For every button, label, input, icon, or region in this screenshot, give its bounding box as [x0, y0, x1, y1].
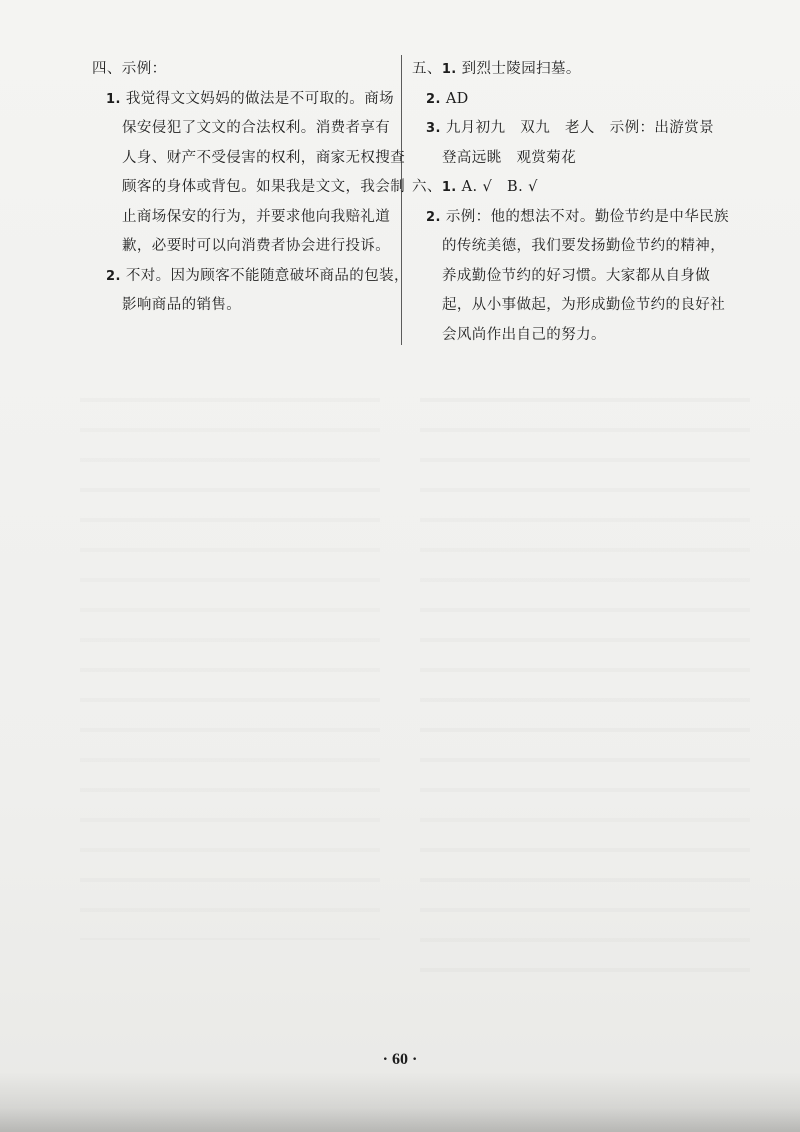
- section-4-heading: 四、示例：: [92, 61, 167, 77]
- answer-text: A. √ B. √: [461, 179, 538, 195]
- answer-text: 我觉得文文妈妈的做法是不可取的。商场: [125, 90, 395, 107]
- answer-5-2: [412, 85, 732, 115]
- page-number: · 60 ·: [382, 1051, 418, 1068]
- answer-6-2-line-2: 的传统美德，我们要发扬勤俭节约的精神，: [442, 238, 726, 254]
- question-number: 2.: [426, 91, 441, 107]
- answer-text: AD: [445, 90, 469, 107]
- answer-6-2-line-1: [412, 203, 732, 233]
- section-6-heading: 六、: [412, 179, 442, 195]
- question-number: 2.: [426, 209, 441, 225]
- show-through-texture-left: [80, 380, 380, 940]
- question-number: 1.: [441, 62, 457, 77]
- answer-4-1-line-1: [92, 85, 395, 115]
- question-number: 1.: [441, 180, 457, 195]
- answer-4-2-line-2: 影响商品的销售。: [122, 297, 242, 313]
- answer-5-3-line-2: 登高远眺 观赏菊花: [442, 149, 577, 166]
- answer-5-1: [412, 55, 732, 85]
- answer-text: 不对。因为顾客不能随意破坏商品的包装，: [125, 267, 409, 284]
- scan-bottom-shadow: [0, 1072, 800, 1132]
- answer-text: 示例：他的想法不对。勤俭节约是中华民族: [445, 208, 729, 225]
- answer-6-2-line-5: 会风尚作出自己的努力。: [442, 326, 606, 343]
- section-5-heading: 五、: [412, 61, 442, 77]
- answer-4-1-line-5: 止商场保安的行为，并要求他向我赔礼道: [122, 208, 391, 225]
- question-number: 3.: [426, 121, 441, 136]
- answer-text: 九月初九 双九 老人 示例：出游赏景: [445, 120, 715, 136]
- answer-4-2-line-1: [92, 262, 409, 292]
- answer-6-2-line-4: 起，从小事做起，为形成勤俭节约的良好社: [442, 297, 726, 313]
- answer-6-1: [412, 173, 732, 203]
- answer-text: 到烈士陵园扫墓。: [461, 61, 581, 77]
- answer-6-2-line-3: 养成勤俭节约的好习惯。大家都从自身做: [442, 267, 711, 284]
- show-through-texture: [420, 380, 750, 980]
- answer-5-3-line-1: [412, 114, 732, 144]
- right-column: [412, 55, 732, 350]
- answer-4-1-line-4: 顾客的身体或背包。如果我是文文，我会制: [122, 179, 406, 195]
- answer-4-1-line-6: 歉，必要时可以向消费者协会进行投诉。: [122, 238, 391, 254]
- left-column: [92, 55, 409, 321]
- answer-4-1-line-3: 人身、财产不受侵害的权利，商家无权搜查: [122, 149, 406, 166]
- question-number: 1.: [106, 91, 121, 107]
- question-number: 2.: [106, 268, 121, 284]
- answer-4-1-line-2: 保安侵犯了文文的合法权利。消费者享有: [122, 120, 391, 136]
